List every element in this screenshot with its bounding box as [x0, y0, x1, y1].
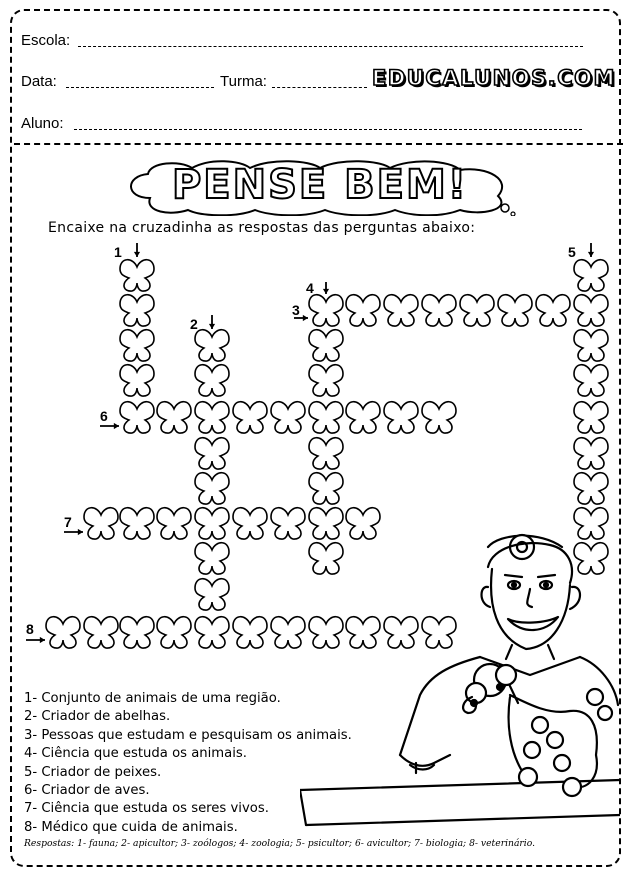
crossword-cell[interactable] — [309, 330, 343, 361]
crossword-cell[interactable] — [574, 260, 608, 291]
instructions: Encaixe na cruzadinha as respostas das perguntas abaixo: — [48, 220, 476, 236]
crossword-cell[interactable] — [195, 617, 229, 648]
crossword-cell[interactable] — [346, 402, 380, 433]
crossword-cell[interactable] — [233, 508, 267, 539]
crossword-cell[interactable] — [574, 365, 608, 396]
crossword-cell[interactable] — [120, 330, 154, 361]
school-label: Escola: — [21, 32, 71, 49]
question-item: 7- Ciência que estuda os seres vivos. — [24, 801, 269, 817]
crossword-cell[interactable] — [422, 295, 456, 326]
clue-arrowhead — [303, 315, 308, 321]
crossword-cell[interactable] — [346, 295, 380, 326]
crossword-cell[interactable] — [422, 402, 456, 433]
crossword-cell[interactable] — [120, 260, 154, 291]
crossword-cell[interactable] — [309, 295, 343, 326]
crossword-cell[interactable] — [309, 365, 343, 396]
class-label: Turma: — [220, 73, 267, 90]
clue-arrowhead — [209, 324, 215, 329]
clue-number: 7 — [64, 514, 72, 530]
crossword-cell[interactable] — [574, 402, 608, 433]
page-title: PENSE BEM! — [171, 162, 469, 208]
student-label: Aluno: — [21, 115, 64, 132]
clue-number: 5 — [568, 244, 576, 260]
question-item: 3- Pessoas que estudam e pesquisam os animais. — [24, 727, 352, 743]
clue-arrowhead — [114, 423, 119, 429]
clue-number: 8 — [26, 621, 34, 637]
crossword-cell[interactable] — [195, 473, 229, 504]
clue-number: 4 — [306, 280, 314, 296]
crossword-cell[interactable] — [120, 508, 154, 539]
crossword-cell[interactable] — [120, 295, 154, 326]
clue-number: 6 — [100, 408, 108, 424]
question-item: 1- Conjunto de animais de uma região. — [24, 691, 281, 706]
crossword-cell[interactable] — [195, 365, 229, 396]
crossword-cell[interactable] — [84, 617, 118, 648]
question-item: 5- Criador de peixes. — [24, 764, 162, 780]
question-item: 8- Médico que cuida de animais. — [24, 819, 238, 835]
crossword-cell[interactable] — [195, 579, 229, 610]
crossword-cell[interactable] — [233, 617, 267, 648]
crossword-cell[interactable] — [157, 402, 191, 433]
crossword-cell[interactable] — [84, 508, 118, 539]
crossword-cell[interactable] — [536, 295, 570, 326]
crossword-cell[interactable] — [574, 295, 608, 326]
crossword-cell[interactable] — [195, 438, 229, 469]
clue-arrowhead — [40, 637, 45, 643]
crossword-cell[interactable] — [157, 508, 191, 539]
crossword-cell[interactable] — [574, 473, 608, 504]
clue-arrowhead — [134, 252, 140, 257]
crossword-cell[interactable] — [309, 438, 343, 469]
crossword-cell[interactable] — [574, 438, 608, 469]
crossword-cell[interactable] — [233, 402, 267, 433]
crossword-cell[interactable] — [120, 365, 154, 396]
question-item: 2- Criador de abelhas. — [24, 709, 171, 725]
clue-number: 3 — [292, 302, 300, 318]
question-item: 6- Criador de aves. — [24, 783, 150, 799]
crossword-cell[interactable] — [309, 473, 343, 504]
crossword-cell[interactable] — [120, 617, 154, 648]
crossword-cell[interactable] — [384, 295, 418, 326]
clue-arrowhead — [323, 289, 329, 294]
crossword-cell[interactable] — [195, 508, 229, 539]
crossword-cell[interactable] — [384, 402, 418, 433]
crossword-cell[interactable] — [574, 330, 608, 361]
crossword-cell[interactable] — [120, 402, 154, 433]
answer-key: Respostas: 1- fauna; 2- apicultor; 3- zoólogos; 4- zoologia; 5- psicultor; 6- avicultor; 7- biologia; 8- veterinário. — [24, 838, 536, 849]
crossword-cell[interactable] — [46, 617, 80, 648]
crossword-cell[interactable] — [195, 543, 229, 574]
clue-number: 2 — [190, 316, 198, 332]
clue-arrowhead — [78, 529, 83, 535]
brand-logo: EDUCALUNOS.COM — [372, 66, 616, 90]
crossword-cell[interactable] — [460, 295, 494, 326]
clue-arrowhead — [588, 252, 594, 257]
crossword-cell[interactable] — [271, 402, 305, 433]
crossword-cell[interactable] — [195, 402, 229, 433]
crossword-cell[interactable] — [498, 295, 532, 326]
clue-number: 1 — [114, 244, 122, 260]
crossword-cell[interactable] — [309, 402, 343, 433]
question-item: 4- Ciência que estuda os animais. — [24, 746, 247, 762]
crossword-cell[interactable] — [195, 330, 229, 361]
veterinarian-illustration — [300, 525, 620, 845]
date-label: Data: — [21, 73, 57, 90]
crossword-cell[interactable] — [157, 617, 191, 648]
